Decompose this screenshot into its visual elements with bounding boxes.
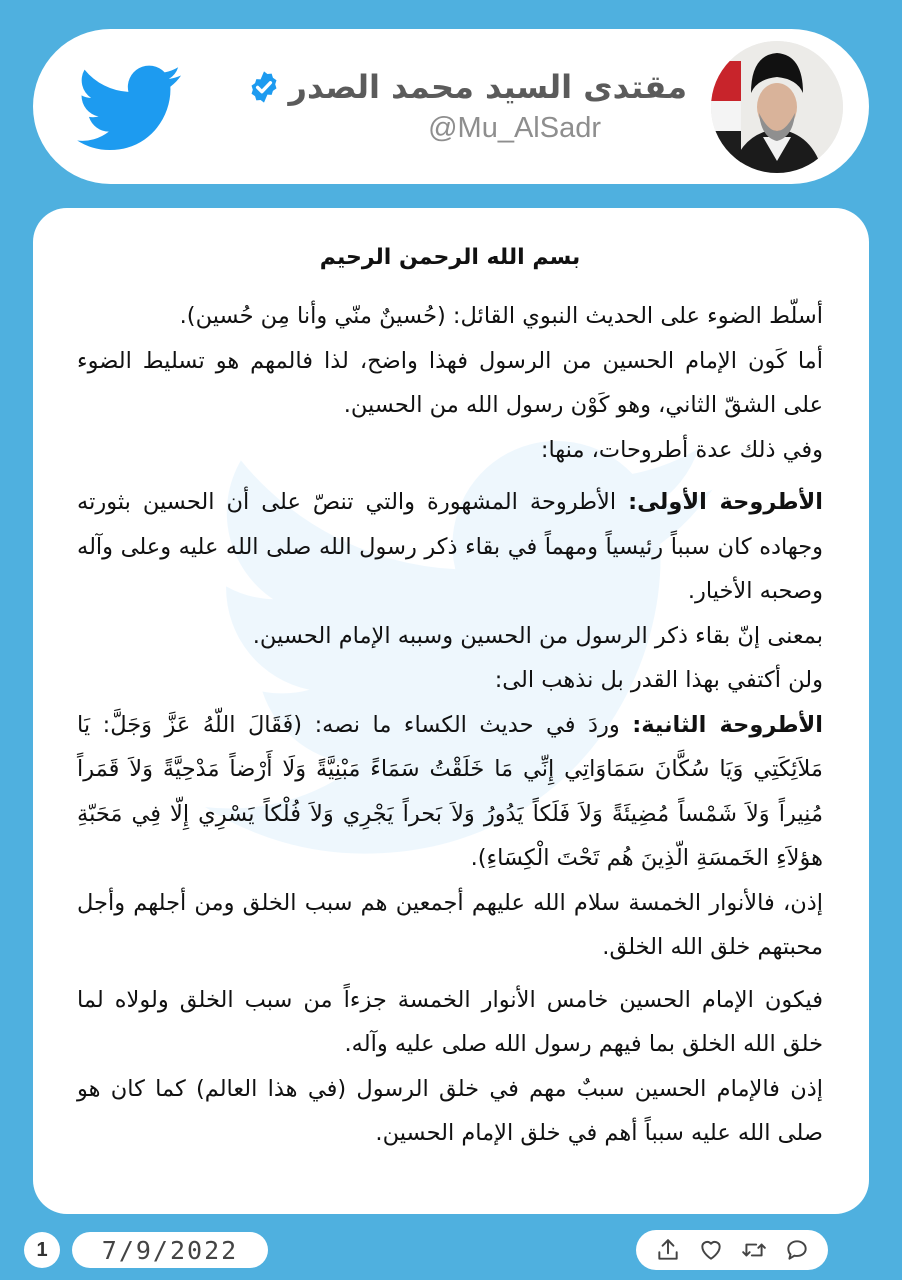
page-number-badge: 1 (24, 1232, 60, 1268)
paragraph-5: بمعنى إنّ بقاء ذكر الرسول من الحسين وسببه الإمام الحسين. (252, 622, 823, 649)
avatar[interactable] (711, 41, 843, 173)
profile-header (33, 29, 869, 184)
paragraph-6: ولن أكتفي بهذا القدر بل نذهب الى: (494, 667, 823, 693)
tweet-footer (0, 1228, 902, 1272)
tweet-text (33, 208, 869, 1156)
paragraph-8: إذن، فالأنوار الخمسة سلام الله عليهم أجمعين هم سبب الخلق ومن أجلهم وأجل محبتهم خلق الله الخلق. (77, 889, 823, 960)
name-row (247, 68, 687, 106)
basmala-heading: بسم الله الرحمن الرحيم (319, 245, 581, 270)
paragraph-1: أسلّط الضوء على الحديث النبوي القائل: (حُسينٌ منّي وأنا مِن حُسين). (179, 303, 823, 329)
tweet-card (33, 208, 869, 1214)
paragraph-7: الأطروحة الثانية: وردَ في حديث الكساء ما نصه: (فَقَالَ اللّهُ عَزَّ وَجَلَّ: يَا مَلاَئِكَتِي وَيَا سُكَّانَ سَمَاوَاتِي إِنِّي مَا خَلَقْتُ سَمَاءً مَبْنِيَّةً وَلَا أَرْضاً مَدْحِيَّةً وَلاَ قَمَراً مُنِيراً وَلاَ شَمْساً مُضِيئَةً وَلاَ فَلَكاً يَدُورُ وَلاَ بَحراً يَجْرِي وَلاَ فُلْكاً يَسْرِي إِلّا فِي مَحَبّةِ هؤلاَءِ الخَمسَةِ الّذِينَ هُم تَحْتَ الْكِسَاءِ). (77, 711, 823, 871)
action-bar (636, 1230, 828, 1270)
paragraph-2: أما كَون الإمام الحسين من الرسول فهذا واضح، لذا فالمهم هو تسليط الضوء على الشقّ الثاني، وهو كَوْن رسول الله من الحسين. (77, 347, 823, 418)
paragraph-4: الأطروحة الأولى: الأطروحة المشهورة والتي تنصّ على أن الحسين بثورته وجهاده كان سبباً رئيسياً ومهماً في بقاء ذكر رسول الله صلى الله عليه وعلى وآله وصحبه الأخيار. (77, 489, 823, 604)
paragraph-10: إذن فالإمام الحسين سببٌ مهم في خلق الرسول (في هذا العالم) كما كان هو صلى الله عليه سبباً أهم في خلق الإمام الحسين. (77, 1075, 823, 1146)
display-name: مقتدى السيد محمد الصدر (288, 68, 687, 106)
retweet-icon[interactable] (741, 1237, 767, 1263)
reply-icon[interactable] (784, 1237, 810, 1263)
paragraph-3: وفي ذلك عدة أطروحات، منها: (540, 436, 823, 463)
user-handle: @Mu_AlSadr (428, 112, 601, 144)
second-thesis-label: الأطروحة الثانية: (632, 711, 823, 738)
like-icon[interactable] (698, 1237, 724, 1263)
twitter-bird-icon (75, 65, 185, 153)
profile-photo (711, 41, 843, 173)
first-thesis-label: الأطروحة الأولى: (628, 489, 823, 515)
identity-block (185, 68, 711, 145)
verified-badge-icon (247, 70, 281, 104)
tweet-date: 7/9/2022 (72, 1232, 268, 1268)
share-icon[interactable] (655, 1237, 681, 1263)
paragraph-9: فيكون الإمام الحسين خامس الأنوار الخمسة جزءاً من سبب الخلق ولولاه لما خلق الله الخلق بما فيهم رسول الله صلى عليه وآله. (77, 986, 823, 1057)
